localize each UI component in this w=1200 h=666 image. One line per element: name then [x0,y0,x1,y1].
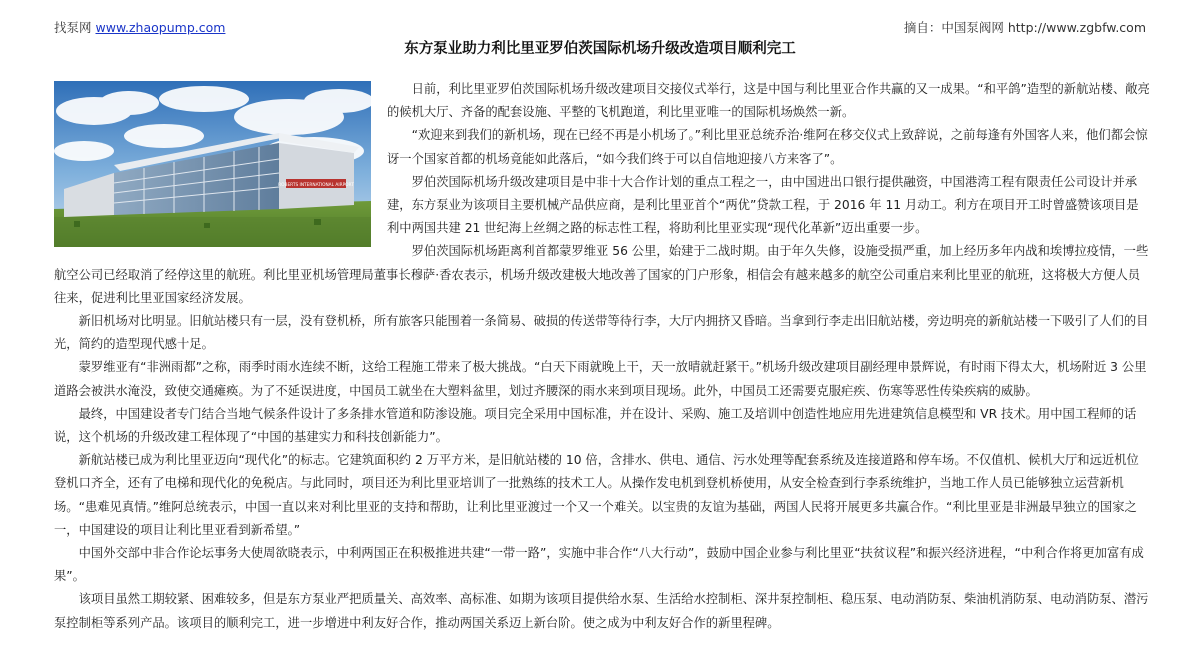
paragraph-5: 新旧机场对比明显。旧航站楼只有一层，没有登机桥，所有旅客只能围着一条简易、破损的传送带等待行李，大厅内拥挤又昏暗。当拿到行李走出旧航站楼，旁边明亮的新航站楼一下吸引了人们的目光，简约的造型现代感十足。 [54,314,1149,352]
source-info [54,18,225,36]
airport-photo [54,81,371,247]
paragraph-6: 蒙罗维亚有“非洲雨都”之称，雨季时雨水连续不断，这给工程施工带来了极大挑战。“白天下雨就晚上干，天一放晴就赶紧干。”机场升级改建项目副经理申景辉说，有时雨下得太大，机场附近 3 公里道路会被洪水淹没，致使交通瘫痪。为了不延误进度，中国员工就坐在大塑料盆里，划过齐腰深的雨水来到项目现场。此外，中国员工还需要克服疟疾、伤寒等恶性传染疾病的威胁。 [54,360,1147,398]
paragraph-4: 罗伯茨国际机场距离利首都蒙罗维亚 56 公里，始建于二战时期。由于年久失修，设施受损严重，加上经历多年内战和埃博拉疫情，一些航空公司已经取消了经停这里的航班。利比里亚机场管理局董事长穆萨·香农表示，机场升级改建极大地改善了国家的门户形象，相信会有越来越多的航空公司重启来利比里亚的航班，这将极大方便人员往来，促进利比里亚国家经济发展。 [54,244,1149,305]
paragraph-3: 罗伯茨国际机场升级改建项目是中非十大合作计划的重点工程之一，由中国进出口银行提供融资，中国港湾工程有限责任公司设计并承建，东方泵业为该项目主要机械产品供应商，是利比里亚首个“两优”贷款工程，于 2016 年 11 月动工。利方在项目开工时曾盛赞该项目是利中两国共建 21 世纪海上丝绸之路的标志性工程，将助利比里亚实现“现代化革新”迈出重要一步。 [387,174,1139,236]
airport-sign: ROBERTS INTERNATIONAL AIRPORT [278,183,354,188]
article-body [54,78,1150,635]
paragraph-7: 最终，中国建设者专门结合当地气候条件设计了多条排水管道和防渗设施。项目完全采用中国标准，并在设计、采购、施工及培训中创造性地应用先进建筑信息模型和 VR 技术。用中国工程师的话说，这个机场的升级改建工程体现了“中国的基建实力和科技创新能力”。 [54,406,1137,445]
paragraph-1: 日前，利比里亚罗伯茨国际机场升级改建项目交接仪式举行，这是中国与利比里亚合作共赢的又一成果。“和平鸽”造型的新航站楼、敞亮的候机大厅、齐备的配套设施、平整的飞机跑道，利比里亚唯一的国际机场焕然一新。 [387,82,1150,120]
source-label: 找泵网 [54,20,92,35]
paragraph-9: 中国外交部中非合作论坛事务大使周欲晓表示，中利两国正在积极推进共建“一带一路”，实施中非合作“八大行动”，鼓励中国企业参与利比里亚“扶贫议程”和振兴经济进程，“中利合作将更加富有成果”。 [54,546,1144,584]
article-title: 东方泵业助力利比里亚罗伯茨国际机场升级改造项目顺利完工 [404,41,796,57]
paragraph-2: “欢迎来到我们的新机场，现在已经不再是小机场了。”利比里亚总统乔治·维阿在移交仪式上致辞说，之前每逢有外国客人来，他们都会惊讶一个国家首都的机场竟能如此落后，“如今我们终于可以自信地迎接八方来客了”。 [387,128,1148,166]
airport-terminal-image [54,81,371,247]
excerpt-label: 摘自：中国泵阀网 [903,20,1004,35]
source-link[interactable]: www.zhaopump.com [95,20,226,35]
excerpt-info [904,18,1146,36]
paragraph-10: 该项目虽然工期较紧、困难较多，但是东方泵业严把质量关、高效率、高标准、如期为该项目提供给水泵、生活给水控制柜、深井泵控制柜、稳压泵、电动消防泵、柴油机消防泵、电动消防泵、潜污泵控制柜等系列产品。该项目的顺利完工，进一步增进中利友好合作，推动两国关系迈上新台阶。使之成为中利友好合作的新里程碑。 [54,592,1149,630]
paragraph-8: 新航站楼已成为利比里亚迈向“现代化”的标志。它建筑面积约 2 万平方米，是旧航站楼的 10 倍，含排水、供电、通信、污水处理等配套系统及连接道路和停车场。不仅值机、候机大厅和远近机位登机口齐全，还有了电梯和现代化的免税店。与此同时，项目还为利比里亚培训了一批熟练的技术工人。从操作发电机到登机桥使用，从安全检查到行李系统维护，当地工作人员已能够独立运营新机场。“患难见真情。”维阿总统表示，中国一直以来对利比里亚的支持和帮助，让利比里亚渡过一个又一个难关。以宝贵的友谊为基础，两国人民将开展更多共赢合作。“利比里亚是非洲最早独立的国家之一，中国建设的项目让利比里亚看到新希望。” [54,453,1139,537]
top-bar [54,18,1146,38]
excerpt-url: http://www.zgbfw.com [1007,20,1146,35]
